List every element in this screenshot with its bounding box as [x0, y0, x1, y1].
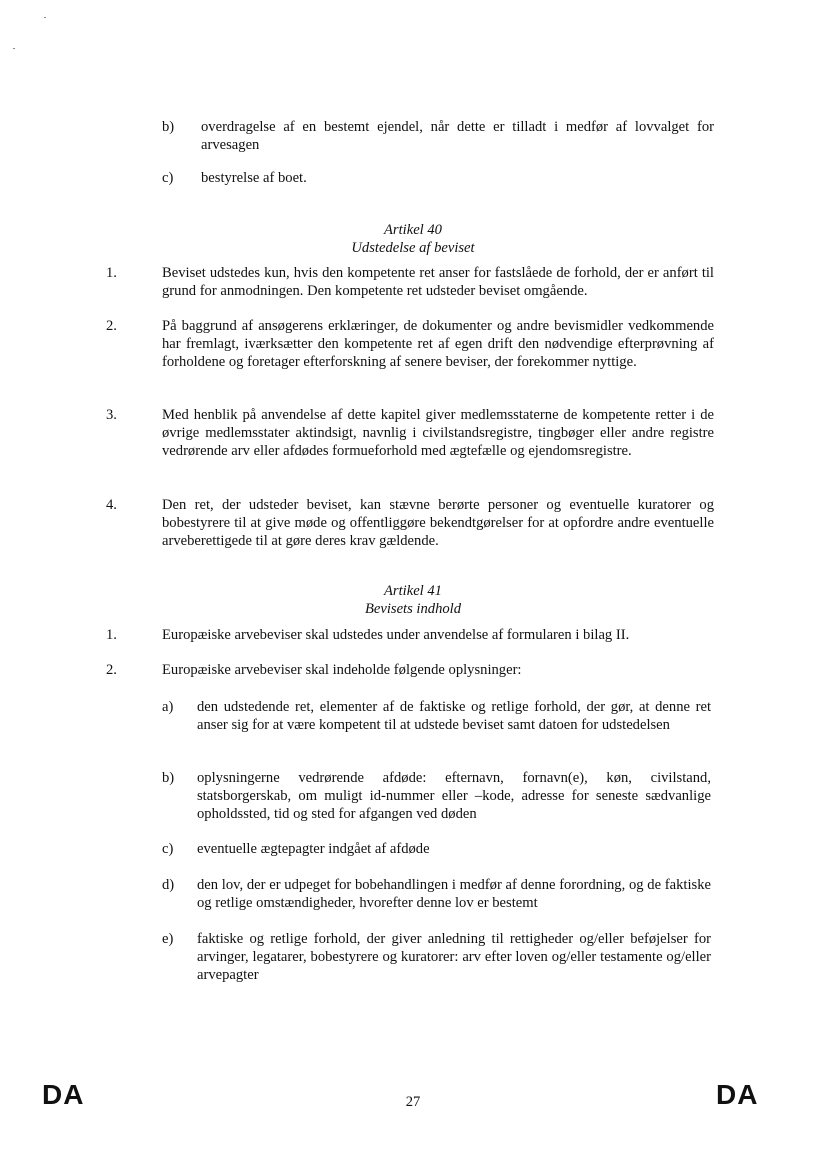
list-text: overdragelse af en bestemt ejendel, når dette er tilladt i medfør af lovvalget for arvesagen — [201, 119, 714, 153]
paragraph-number: 1. — [106, 265, 117, 281]
list-marker: c) — [162, 170, 174, 186]
article-40-heading — [0, 221, 826, 257]
paragraph-number: 1. — [106, 627, 117, 643]
list-marker: a) — [162, 699, 174, 715]
list-text: faktiske og retlige forhold, der giver anledning til rettigheder og/eller beføjelser for arvinger, legatarer, bobestyrere og kuratorer: arv efter loven og/eller testamente og/eller arvepagter — [197, 931, 711, 983]
article-41-heading — [0, 582, 826, 618]
scan-speck — [44, 17, 46, 18]
paragraph-number: 4. — [106, 497, 117, 513]
paragraph-text: Europæiske arvebeviser skal udstedes under anvendelse af formularen i bilag II. — [162, 627, 630, 643]
article-subtitle: Bevisets indhold — [364, 601, 462, 617]
list-marker: b) — [162, 770, 175, 786]
list-marker: d) — [162, 877, 175, 893]
list-marker: b) — [162, 119, 175, 135]
scan-speck — [13, 48, 15, 49]
list-text: den lov, der er udpeget for bobehandlingen i medfør af denne forordning, og de faktiske og retlige omstændigheder, hvorefter denne lov er bestemt — [197, 877, 711, 911]
list-text: oplysningerne vedrørende afdøde: efternavn, fornavn(e), køn, civilstand, statsborgerskab, om muligt id-nummer eller –kode, adresse for seneste sædvanlige opholdssted, tid og sted for afgangen ved døden — [197, 770, 711, 822]
article-subtitle: Udstedelse af beviset — [351, 240, 475, 256]
paragraph-number: 2. — [106, 662, 117, 678]
list-text: den udstedende ret, elementer af de faktiske og retlige forhold, der gør, at denne ret anser sig for at være kompetent til at udstede beviset samt datoen for udstedelsen — [197, 699, 711, 733]
paragraph-number: 2. — [106, 318, 117, 334]
paragraph-text: Den ret, der udsteder beviset, kan stævne berørte personer og eventuelle kuratorer og bobestyrere til at give møde og offentliggøre bekendtgørelser for at opfordre andre eventuelle arveberettigede til at gøre deres krav gældende. — [162, 497, 714, 549]
article-title: Artikel 40 — [384, 222, 442, 238]
list-text: eventuelle ægtepagter indgået af afdøde — [197, 841, 430, 857]
paragraph-number: 3. — [106, 407, 117, 423]
page-number: 27 — [405, 1094, 421, 1110]
list-text: bestyrelse af boet. — [201, 170, 307, 186]
language-code-right: DA — [716, 1079, 759, 1110]
article-title: Artikel 41 — [384, 583, 442, 599]
language-code-left: DA — [42, 1079, 85, 1110]
list-marker: c) — [162, 841, 174, 857]
paragraph-text: Med henblik på anvendelse af dette kapitel giver medlemsstaterne de kompetente retter i de øvrige medlemsstater aktindsigt, navnlig i civilstandsregistre, tingbøger eller andre registre vedrørende arv eller afdødes formueforhold med ægtefælle og ejendomsregistre. — [162, 407, 714, 459]
paragraph-text: Europæiske arvebeviser skal indeholde følgende oplysninger: — [162, 662, 522, 678]
list-marker: e) — [162, 931, 174, 947]
paragraph-text: Beviset udstedes kun, hvis den kompetente ret anser for fastslåede de forhold, der er anført til grund for anmodningen. Den kompetente ret udsteder beviset omgående. — [162, 265, 714, 299]
paragraph-text: På baggrund af ansøgerens erklæringer, de dokumenter og andre bevismidler vedkommende har fremlagt, iværksætter den kompetente ret af egen drift den nødvendige efterprøvning af forholdene og foretager efterforskning af senere beviser, der forekommer nyttige. — [162, 318, 714, 370]
